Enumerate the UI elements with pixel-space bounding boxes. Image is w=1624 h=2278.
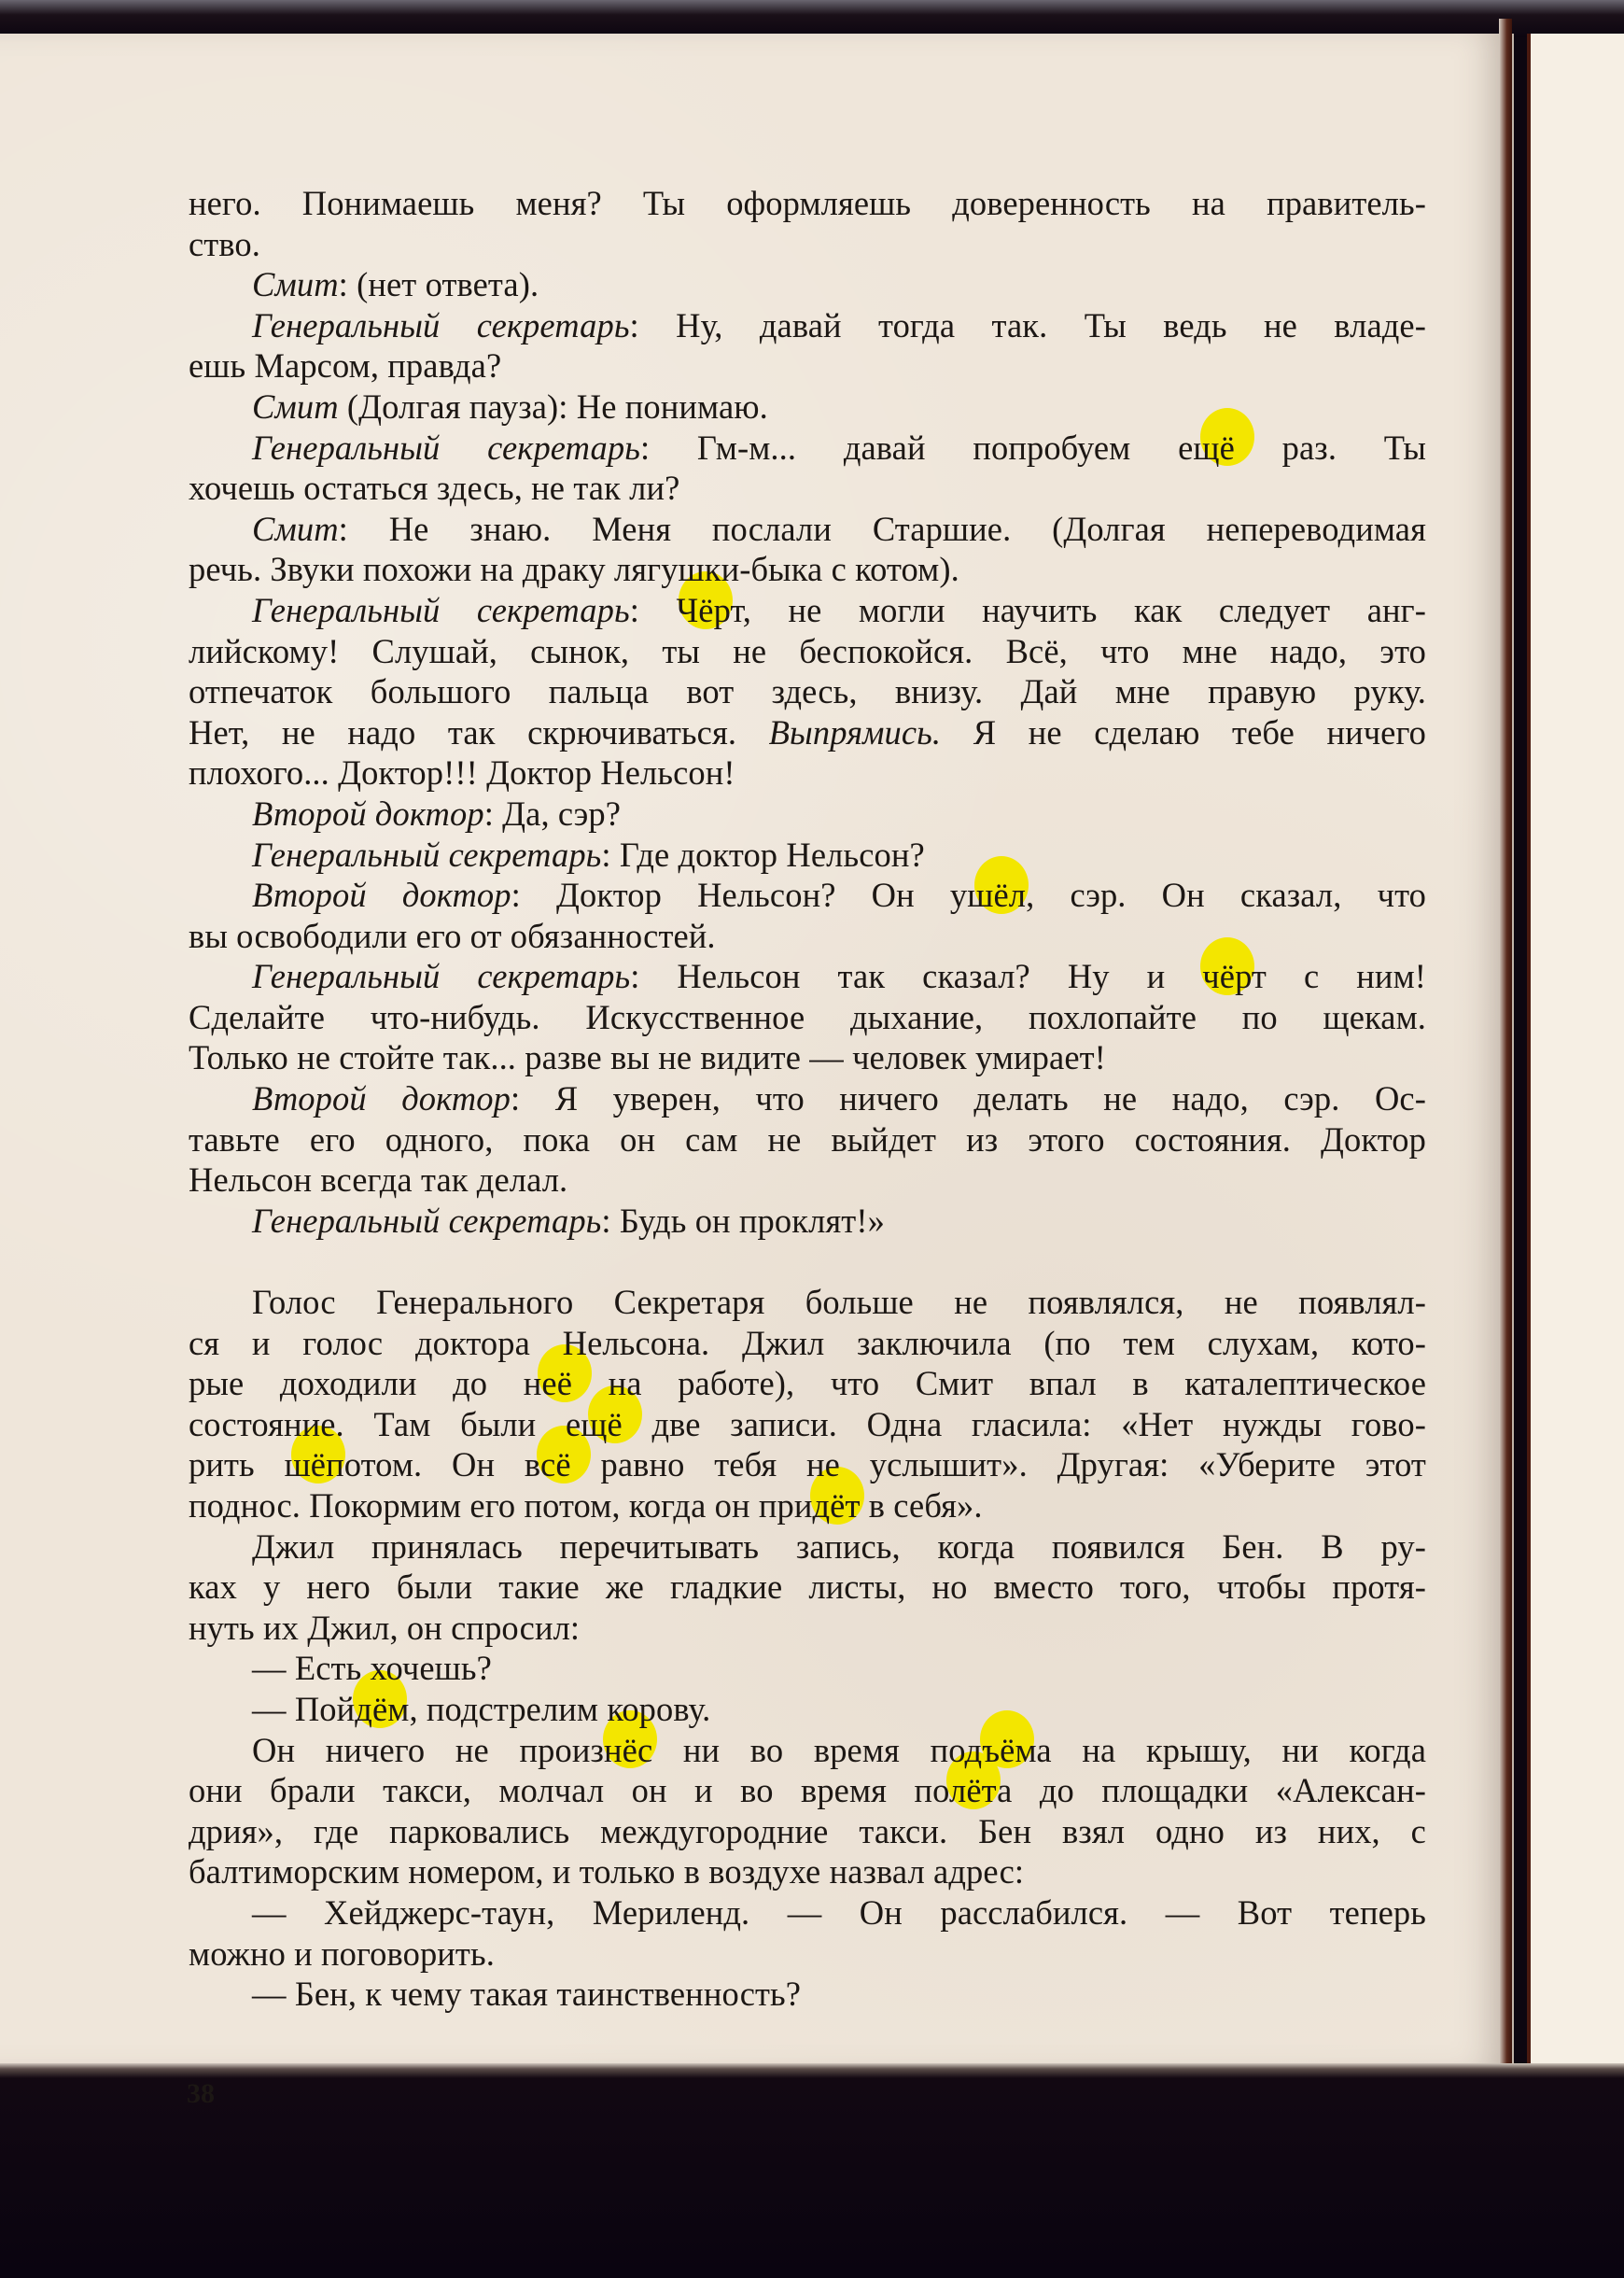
text-segment: : Гм-м... давай попробуем ещ: [639, 428, 1220, 467]
speaker-name: Генеральный секретарь: [252, 590, 630, 629]
speaker-name: Второй доктор: [252, 876, 511, 915]
text-segment: : Ч: [629, 590, 699, 629]
text-line: [189, 835, 1426, 876]
text-segment: нуть их Джил, он спросил:: [189, 1608, 581, 1647]
text-line: [189, 1974, 1426, 2015]
paragraph-gap: [189, 1241, 1426, 1282]
text-segment: : Не знаю. Меня послали Старшие. (Долгая непереводимая: [338, 509, 1426, 548]
text-segment: ма на крышу, ни когда: [1015, 1730, 1426, 1769]
text-segment: равно тебя не услышит». Другая: «Уберите этот: [570, 1445, 1426, 1484]
text-line: [189, 1648, 1426, 1689]
text-segment: ках у него были такие же гладкие листы, но вместо того, чтобы протя-: [189, 1568, 1426, 1607]
text-segment: — Бен, к чему такая таинственность?: [252, 1975, 802, 2014]
text-segment: с ни во время подъ: [637, 1730, 1001, 1769]
speaker-name: Генеральный секретарь: [252, 957, 631, 996]
highlighted-yo-letter: ё: [371, 1689, 388, 1728]
text-line: [189, 387, 1426, 428]
text-line: [189, 183, 1426, 224]
text-line: [189, 305, 1426, 346]
text-segment: : Доктор Нельсон? Он уш: [511, 876, 994, 915]
text-line: [189, 1608, 1426, 1649]
highlighted-yo-letter: ё: [698, 590, 714, 629]
text-line: [189, 1444, 1426, 1485]
text-segment: рить ш: [189, 1445, 311, 1484]
speaker-name: Выпрямись.: [768, 712, 942, 752]
text-line: [189, 1567, 1426, 1608]
highlighted-yo-letter: ё: [830, 1486, 846, 1525]
text-segment: Голос Генерального Секретаря больше не появлялся, не появлял-: [252, 1283, 1426, 1322]
text-segment: Нельсон всегда так делал.: [189, 1160, 568, 1200]
adjacent-page-edge: [1527, 34, 1624, 2067]
highlighted-yo-letter: ё: [622, 1730, 637, 1769]
text-segment: : Будь он проклят!»: [601, 1201, 885, 1240]
speaker-name: Генеральный секретарь: [252, 835, 602, 874]
scan-bottom-border: [0, 2063, 1624, 2278]
text-line: [189, 468, 1426, 509]
text-segment: : Я уверен, что ничего делать не надо, сэр. Ос-: [510, 1079, 1426, 1118]
text-segment: Нет, не надо так скрючиваться.: [189, 712, 769, 752]
speaker-name: Генеральный секретарь: [252, 428, 640, 467]
text-segment: вы освободили его от обязанностей.: [189, 916, 716, 955]
highlighted-yo-letter: ё: [1219, 428, 1235, 467]
highlighted-yo-letter: ё: [1219, 957, 1236, 996]
text-line: [189, 1811, 1426, 1852]
speaker-name: Смит: [252, 387, 339, 426]
scan-top-border: [0, 0, 1624, 37]
text-segment: : Да, сэр?: [483, 794, 622, 833]
text-line: [189, 1485, 1426, 1526]
text-segment: (Долгая пауза): Не понимаю.: [338, 387, 768, 426]
text-segment: поднос. Покормим его потом, когда он прид: [189, 1486, 831, 1525]
text-line: [189, 752, 1426, 794]
text-segment: рт с ним!: [1235, 957, 1427, 996]
text-segment: две записи. Одна гласила: «Нет нужды гово-: [622, 1404, 1426, 1443]
text-line: [189, 1323, 1426, 1364]
text-line: [189, 1689, 1426, 1730]
text-segment: Только не стойте так... разве вы не видите — человек умирает!: [189, 1038, 1106, 1077]
text-line: [189, 997, 1426, 1038]
highlighted-yo-letter: ё: [993, 876, 1009, 915]
speaker-name: Смит: [252, 265, 339, 304]
highlighted-yo-letter: ё: [555, 1445, 571, 1484]
highlighted-yo-letter: ё: [310, 1445, 327, 1484]
text-line: [189, 1037, 1426, 1078]
text-segment: лийскому! Слушай, сынок, ты не беспокойся. Всё, что мне надо, это: [189, 631, 1426, 670]
text-segment: рт, не могли научить как следует анг-: [713, 590, 1427, 629]
page-body-text: [189, 183, 1426, 2015]
text-line: [189, 956, 1426, 997]
text-line: [189, 1282, 1426, 1323]
speaker-name: Второй доктор: [252, 1079, 511, 1118]
text-segment: м, подстрелим корову.: [387, 1689, 711, 1728]
text-line: [189, 428, 1426, 469]
text-line: [189, 875, 1426, 916]
text-line: [189, 1119, 1426, 1160]
text-segment: Сделайте что-нибудь. Искусственное дыхание, похлопайте по щекам.: [189, 997, 1426, 1036]
text-segment: на работе), что Смит впал в каталептическое: [572, 1364, 1426, 1403]
speaker-name: Генеральный секретарь: [252, 305, 630, 345]
text-line: [189, 1933, 1426, 1975]
text-segment: хочешь остаться здесь, не так ли?: [189, 469, 680, 508]
text-line: [189, 1201, 1426, 1242]
text-segment: : Ну, давай тогда так. Ты ведь не владе-: [629, 305, 1426, 345]
text-line: [189, 916, 1426, 957]
text-line: [189, 1160, 1426, 1201]
page-gutter-edge: [1499, 19, 1512, 2073]
page-number: 38: [187, 2078, 215, 2109]
text-line: [189, 712, 1426, 753]
text-segment: рые доходили до не: [189, 1364, 557, 1403]
speaker-name: Смит: [252, 509, 339, 548]
text-segment: раз. Ты: [1234, 428, 1427, 467]
text-line: [189, 1851, 1426, 1892]
text-segment: ство.: [189, 224, 261, 263]
highlighted-yo-letter: ё: [1000, 1730, 1015, 1769]
text-segment: можно и поговорить.: [189, 1933, 495, 1973]
text-line: [189, 264, 1426, 305]
text-line: [189, 1078, 1426, 1119]
text-segment: отпечаток большого пальца вот здесь, внизу. Дай мне правую руку.: [189, 672, 1426, 711]
text-segment: — Есть хочешь?: [252, 1649, 492, 1688]
text-line: [189, 345, 1426, 387]
text-segment: тавьте его одного, пока он сам не выйдет из этого состояния. Доктор: [189, 1119, 1426, 1159]
text-segment: они брали такси, молчал он и во время пол: [189, 1771, 967, 1810]
text-line: [189, 549, 1426, 590]
text-segment: ешь Марсом, правда?: [189, 346, 502, 386]
text-segment: потом. Он вс: [326, 1445, 556, 1484]
highlighted-yo-letter: ё: [556, 1364, 573, 1403]
text-segment: состояние. Там были ещ: [189, 1404, 608, 1443]
text-segment: : Нельсон так сказал? Ну и ч: [630, 957, 1220, 996]
text-line: [189, 1730, 1426, 1771]
text-line: [189, 671, 1426, 712]
text-line: [189, 590, 1426, 631]
text-segment: Я не сделаю тебе ничего: [941, 712, 1426, 752]
text-segment: та до площадки «Алексан-: [981, 1771, 1427, 1810]
text-segment: речь. Звуки похожи на драку лягушки-быка с котом).: [189, 550, 959, 589]
highlighted-yo-letter: ё: [607, 1404, 623, 1443]
text-segment: : (нет ответа).: [338, 265, 539, 304]
text-segment: дрия», где парковались междугородние такси. Бен взял одно из них, с: [189, 1811, 1426, 1850]
text-line: [189, 794, 1426, 835]
text-segment: него. Понимаешь меня? Ты оформляешь доверенность на правитель-: [189, 184, 1426, 222]
text-segment: ся и голос доктора Нельсона. Джил заключила (по тем слухам, кото-: [189, 1323, 1426, 1362]
text-segment: балтиморским номером, и только в воздухе назвал адрес:: [189, 1852, 1025, 1891]
text-line: [189, 1770, 1426, 1811]
text-segment: — Пойд: [252, 1689, 372, 1728]
speaker-name: Генеральный секретарь: [252, 1201, 602, 1240]
text-segment: Он ничего не произн: [252, 1730, 623, 1769]
text-line: [189, 1526, 1426, 1568]
text-line: [189, 1363, 1426, 1404]
text-line: [189, 631, 1426, 672]
text-segment: л, сэр. Он сказал, что: [1008, 876, 1426, 915]
text-segment: т в себя».: [845, 1486, 983, 1525]
text-line: [189, 224, 1426, 265]
text-line: [189, 509, 1426, 550]
text-line: [189, 1892, 1426, 1933]
text-line: [189, 1404, 1426, 1445]
text-segment: плохого... Доктор!!! Доктор Нельсон!: [189, 753, 735, 793]
highlighted-yo-letter: ё: [966, 1771, 982, 1810]
text-segment: : Где доктор Нельсон?: [601, 835, 925, 874]
text-segment: — Хейджерс-таун, Мериленд. — Он расслабился. — Вот теперь: [252, 1892, 1426, 1932]
text-segment: Джил принялась перечитывать запись, когда появился Бен. В ру-: [252, 1526, 1426, 1566]
speaker-name: Второй доктор: [252, 794, 484, 833]
